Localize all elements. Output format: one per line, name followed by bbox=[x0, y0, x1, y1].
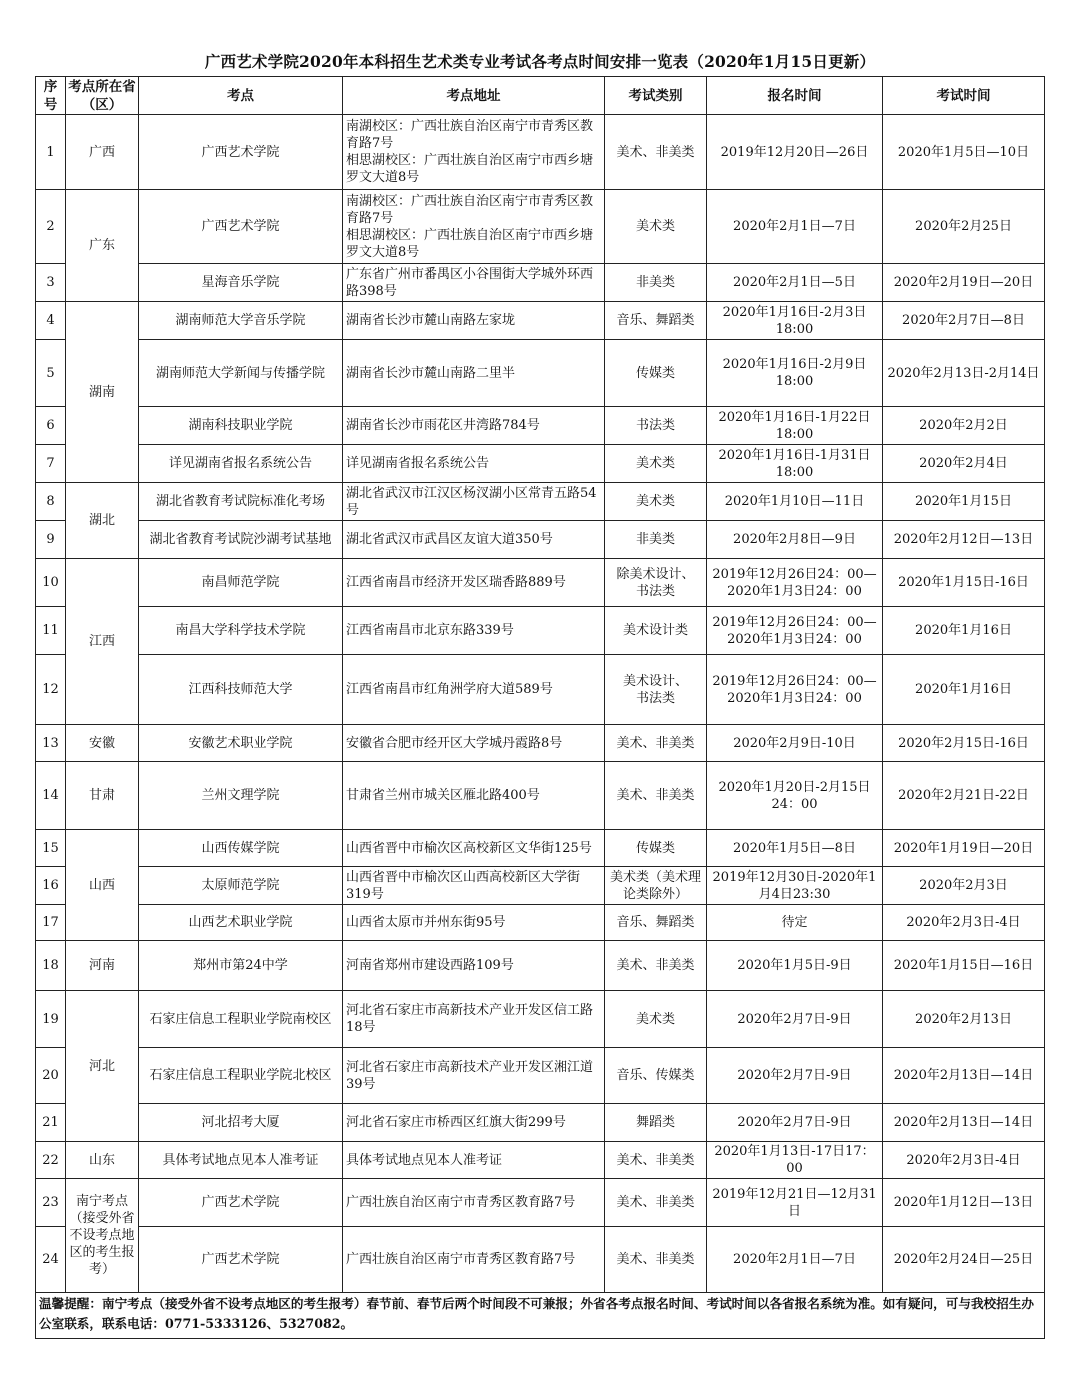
cell-site: 石家庄信息工程职业学院南校区 bbox=[139, 991, 343, 1048]
cell-exam: 2020年1月16日 bbox=[883, 655, 1045, 725]
cell-seq: 8 bbox=[36, 483, 66, 521]
table-row bbox=[36, 905, 1045, 941]
table-row bbox=[36, 483, 1045, 521]
table-row bbox=[36, 190, 1045, 264]
cell-site: 广西艺术学院 bbox=[139, 190, 343, 264]
cell-seq: 15 bbox=[36, 830, 66, 867]
cell-category: 美术、非美类 bbox=[605, 762, 707, 830]
cell-province: 河北 bbox=[66, 991, 139, 1142]
cell-seq: 21 bbox=[36, 1104, 66, 1142]
cell-exam: 2020年1月5日—10日 bbox=[883, 115, 1045, 190]
cell-category: 美术、非美类 bbox=[605, 1179, 707, 1227]
cell-seq: 17 bbox=[36, 905, 66, 941]
cell-seq: 22 bbox=[36, 1142, 66, 1179]
cell-registration: 2019年12月21日—12月31日 bbox=[707, 1179, 883, 1227]
cell-category: 美术、非美类 bbox=[605, 1227, 707, 1293]
header-seq: 序号 bbox=[36, 77, 66, 115]
cell-exam: 2020年2月19日—20日 bbox=[883, 264, 1045, 302]
cell-exam: 2020年2月3日-4日 bbox=[883, 905, 1045, 941]
cell-registration: 2020年1月16日-1月22日 18:00 bbox=[707, 407, 883, 445]
cell-seq: 23 bbox=[36, 1179, 66, 1227]
cell-registration: 2019年12月26日24：00— 2020年1月3日24：00 bbox=[707, 607, 883, 655]
cell-province: 山西 bbox=[66, 830, 139, 941]
cell-exam: 2020年2月3日-4日 bbox=[883, 1142, 1045, 1179]
table-row bbox=[36, 1048, 1045, 1104]
cell-site: 南昌师范学院 bbox=[139, 559, 343, 607]
cell-category: 传媒类 bbox=[605, 830, 707, 867]
cell-registration: 2020年1月10日—11日 bbox=[707, 483, 883, 521]
cell-seq: 11 bbox=[36, 607, 66, 655]
table-row bbox=[36, 607, 1045, 655]
table-row bbox=[36, 991, 1045, 1048]
cell-category: 美术类 bbox=[605, 991, 707, 1048]
header-row bbox=[36, 77, 1045, 115]
cell-province: 广西 bbox=[66, 115, 139, 190]
header-exam: 考试时间 bbox=[883, 77, 1045, 115]
cell-seq: 1 bbox=[36, 115, 66, 190]
cell-address: 山西省晋中市榆次区高校新区文华街125号 bbox=[343, 830, 605, 867]
header-registration: 报名时间 bbox=[707, 77, 883, 115]
cell-exam: 2020年1月15日—16日 bbox=[883, 941, 1045, 991]
cell-site: 湖南师范大学音乐学院 bbox=[139, 302, 343, 340]
cell-seq: 5 bbox=[36, 340, 66, 407]
cell-exam: 2020年1月16日 bbox=[883, 607, 1045, 655]
cell-seq: 19 bbox=[36, 991, 66, 1048]
cell-site: 河北招考大厦 bbox=[139, 1104, 343, 1142]
cell-address: 湖南省长沙市雨花区井湾路784号 bbox=[343, 407, 605, 445]
cell-registration: 2020年2月7日-9日 bbox=[707, 1104, 883, 1142]
cell-address: 广西壮族自治区南宁市青秀区教育路7号 bbox=[343, 1179, 605, 1227]
cell-site: 江西科技师范大学 bbox=[139, 655, 343, 725]
cell-site: 湖北省教育考试院沙湖考试基地 bbox=[139, 521, 343, 559]
cell-address: 河北省石家庄市高新技术产业开发区信工路18号 bbox=[343, 991, 605, 1048]
cell-registration: 2019年12月26日24：00— 2020年1月3日24：00 bbox=[707, 559, 883, 607]
table-row bbox=[36, 1104, 1045, 1142]
cell-category: 音乐、舞蹈类 bbox=[605, 905, 707, 941]
cell-registration: 2020年2月1日—7日 bbox=[707, 190, 883, 264]
header-site: 考点 bbox=[139, 77, 343, 115]
cell-exam: 2020年2月13日-2月14日 bbox=[883, 340, 1045, 407]
cell-site: 山西艺术职业学院 bbox=[139, 905, 343, 941]
cell-category: 非美类 bbox=[605, 521, 707, 559]
cell-address: 河北省石家庄市桥西区红旗大街299号 bbox=[343, 1104, 605, 1142]
cell-province: 广东 bbox=[66, 190, 139, 302]
cell-registration: 2020年1月13日-17日17：00 bbox=[707, 1142, 883, 1179]
cell-exam: 2020年1月15日-16日 bbox=[883, 559, 1045, 607]
table-row bbox=[36, 725, 1045, 762]
cell-site: 山西传媒学院 bbox=[139, 830, 343, 867]
cell-seq: 18 bbox=[36, 941, 66, 991]
page-title: 广西艺术学院2020年本科招生艺术类专业考试各考点时间安排一览表（2020年1月15日更新） bbox=[204, 52, 876, 71]
header-address: 考点地址 bbox=[343, 77, 605, 115]
table-row bbox=[36, 115, 1045, 190]
cell-address: 广东省广州市番禺区小谷围街大学城外环西路398号 bbox=[343, 264, 605, 302]
cell-category: 美术类（美术理论类除外） bbox=[605, 867, 707, 905]
cell-category: 美术类 bbox=[605, 190, 707, 264]
cell-seq: 4 bbox=[36, 302, 66, 340]
cell-exam: 2020年2月4日 bbox=[883, 445, 1045, 483]
cell-category: 音乐、传媒类 bbox=[605, 1048, 707, 1104]
table-row bbox=[36, 407, 1045, 445]
cell-seq: 10 bbox=[36, 559, 66, 607]
cell-province: 山东 bbox=[66, 1142, 139, 1179]
table-row bbox=[36, 941, 1045, 991]
cell-registration: 2020年2月1日—7日 bbox=[707, 1227, 883, 1293]
cell-category: 美术、非美类 bbox=[605, 1142, 707, 1179]
cell-site: 兰州文理学院 bbox=[139, 762, 343, 830]
cell-province: 南宁考点（接受外省不设考点地区的考生报考） bbox=[66, 1179, 139, 1293]
note-row bbox=[36, 1293, 1045, 1339]
table-row bbox=[36, 1227, 1045, 1293]
cell-address: 安徽省合肥市经开区大学城丹霞路8号 bbox=[343, 725, 605, 762]
cell-site: 星海音乐学院 bbox=[139, 264, 343, 302]
cell-registration: 2020年2月8日—9日 bbox=[707, 521, 883, 559]
cell-site: 太原师范学院 bbox=[139, 867, 343, 905]
cell-seq: 20 bbox=[36, 1048, 66, 1104]
cell-seq: 14 bbox=[36, 762, 66, 830]
cell-category: 非美类 bbox=[605, 264, 707, 302]
cell-category: 书法类 bbox=[605, 407, 707, 445]
cell-exam: 2020年2月2日 bbox=[883, 407, 1045, 445]
cell-category: 美术、非美类 bbox=[605, 941, 707, 991]
cell-registration: 2019年12月20日—26日 bbox=[707, 115, 883, 190]
table-row bbox=[36, 521, 1045, 559]
cell-category: 传媒类 bbox=[605, 340, 707, 407]
cell-seq: 6 bbox=[36, 407, 66, 445]
cell-category: 美术类 bbox=[605, 483, 707, 521]
reminder-note: 温馨提醒：南宁考点（接受外省不设考点地区的考生报考）春节前、春节后两个时间段不可兼报；外省各考点报名时间、考试时间以各省报名系统为准。如有疑问，可与我校招生办公室联系，联系电话：0771-5333126、5327082。 bbox=[36, 1293, 1045, 1339]
cell-exam: 2020年2月12日—13日 bbox=[883, 521, 1045, 559]
cell-site: 湖北省教育考试院标准化考场 bbox=[139, 483, 343, 521]
cell-exam: 2020年2月13日—14日 bbox=[883, 1104, 1045, 1142]
cell-seq: 12 bbox=[36, 655, 66, 725]
cell-address: 湖南省长沙市麓山南路左家垅 bbox=[343, 302, 605, 340]
exam-schedule-table bbox=[35, 76, 1045, 1339]
cell-registration: 2020年1月16日-2月9日 18:00 bbox=[707, 340, 883, 407]
table-row bbox=[36, 445, 1045, 483]
cell-exam: 2020年1月15日 bbox=[883, 483, 1045, 521]
cell-address: 甘肃省兰州市城关区雁北路400号 bbox=[343, 762, 605, 830]
cell-category: 舞蹈类 bbox=[605, 1104, 707, 1142]
cell-site: 广西艺术学院 bbox=[139, 115, 343, 190]
cell-site: 具体考试地点见本人准考证 bbox=[139, 1142, 343, 1179]
cell-registration: 2020年1月20日-2月15日 24：00 bbox=[707, 762, 883, 830]
cell-registration: 2019年12月30日-2020年1月4日23:30 bbox=[707, 867, 883, 905]
cell-site: 南昌大学科学技术学院 bbox=[139, 607, 343, 655]
cell-address: 南湖校区：广西壮族自治区南宁市青秀区教育路7号 相思湖校区：广西壮族自治区南宁市西乡塘罗文大道8号 bbox=[343, 190, 605, 264]
cell-exam: 2020年2月21日-22日 bbox=[883, 762, 1045, 830]
cell-exam: 2020年2月13日 bbox=[883, 991, 1045, 1048]
cell-address: 江西省南昌市经济开发区瑞香路889号 bbox=[343, 559, 605, 607]
table-row bbox=[36, 264, 1045, 302]
cell-province: 湖北 bbox=[66, 483, 139, 559]
cell-site: 广西艺术学院 bbox=[139, 1179, 343, 1227]
cell-category: 除美术设计、 书法类 bbox=[605, 559, 707, 607]
table-row bbox=[36, 340, 1045, 407]
table-row bbox=[36, 867, 1045, 905]
cell-address: 南湖校区：广西壮族自治区南宁市青秀区教育路7号 相思湖校区：广西壮族自治区南宁市西乡塘罗文大道8号 bbox=[343, 115, 605, 190]
cell-site: 广西艺术学院 bbox=[139, 1227, 343, 1293]
cell-registration: 2019年12月26日24：00— 2020年1月3日24：00 bbox=[707, 655, 883, 725]
cell-site: 湖南科技职业学院 bbox=[139, 407, 343, 445]
cell-address: 河北省石家庄市高新技术产业开发区湘江道39号 bbox=[343, 1048, 605, 1104]
cell-address: 湖南省长沙市麓山南路二里半 bbox=[343, 340, 605, 407]
cell-seq: 3 bbox=[36, 264, 66, 302]
table-row bbox=[36, 762, 1045, 830]
cell-registration: 2020年1月16日-2月3日 18:00 bbox=[707, 302, 883, 340]
cell-registration: 2020年1月5日—8日 bbox=[707, 830, 883, 867]
cell-category: 美术设计、 书法类 bbox=[605, 655, 707, 725]
cell-site: 石家庄信息工程职业学院北校区 bbox=[139, 1048, 343, 1104]
table-row bbox=[36, 302, 1045, 340]
cell-address: 广西壮族自治区南宁市青秀区教育路7号 bbox=[343, 1227, 605, 1293]
table-row bbox=[36, 830, 1045, 867]
cell-seq: 16 bbox=[36, 867, 66, 905]
table-row bbox=[36, 1142, 1045, 1179]
cell-registration: 2020年2月7日-9日 bbox=[707, 991, 883, 1048]
table-row bbox=[36, 1179, 1045, 1227]
cell-registration: 待定 bbox=[707, 905, 883, 941]
cell-category: 美术设计类 bbox=[605, 607, 707, 655]
cell-seq: 9 bbox=[36, 521, 66, 559]
cell-category: 音乐、舞蹈类 bbox=[605, 302, 707, 340]
cell-seq: 24 bbox=[36, 1227, 66, 1293]
cell-registration: 2020年1月16日-1月31日 18:00 bbox=[707, 445, 883, 483]
cell-address: 山西省太原市并州东街95号 bbox=[343, 905, 605, 941]
cell-province: 湖南 bbox=[66, 302, 139, 483]
cell-seq: 7 bbox=[36, 445, 66, 483]
cell-site: 详见湖南省报名系统公告 bbox=[139, 445, 343, 483]
header-province: 考点所在省（区） bbox=[66, 77, 139, 115]
cell-exam: 2020年2月15日-16日 bbox=[883, 725, 1045, 762]
cell-address: 湖北省武汉市武昌区友谊大道350号 bbox=[343, 521, 605, 559]
cell-registration: 2020年1月5日-9日 bbox=[707, 941, 883, 991]
cell-exam: 2020年1月19日—20日 bbox=[883, 830, 1045, 867]
cell-registration: 2020年2月9日-10日 bbox=[707, 725, 883, 762]
cell-exam: 2020年2月24日—25日 bbox=[883, 1227, 1045, 1293]
cell-address: 江西省南昌市红角洲学府大道589号 bbox=[343, 655, 605, 725]
cell-exam: 2020年2月3日 bbox=[883, 867, 1045, 905]
cell-address: 具体考试地点见本人准考证 bbox=[343, 1142, 605, 1179]
cell-seq: 2 bbox=[36, 190, 66, 264]
cell-exam: 2020年2月25日 bbox=[883, 190, 1045, 264]
table-row bbox=[36, 559, 1045, 607]
table-row bbox=[36, 655, 1045, 725]
cell-address: 详见湖南省报名系统公告 bbox=[343, 445, 605, 483]
cell-address: 山西省晋中市榆次区山西高校新区大学街319号 bbox=[343, 867, 605, 905]
cell-exam: 2020年1月12日—13日 bbox=[883, 1179, 1045, 1227]
cell-province: 江西 bbox=[66, 559, 139, 725]
cell-category: 美术、非美类 bbox=[605, 115, 707, 190]
cell-province: 甘肃 bbox=[66, 762, 139, 830]
cell-address: 江西省南昌市北京东路339号 bbox=[343, 607, 605, 655]
cell-category: 美术类 bbox=[605, 445, 707, 483]
cell-seq: 13 bbox=[36, 725, 66, 762]
cell-province: 河南 bbox=[66, 941, 139, 991]
cell-site: 安徽艺术职业学院 bbox=[139, 725, 343, 762]
cell-registration: 2020年2月7日-9日 bbox=[707, 1048, 883, 1104]
cell-site: 郑州市第24中学 bbox=[139, 941, 343, 991]
cell-exam: 2020年2月7日—8日 bbox=[883, 302, 1045, 340]
cell-province: 安徽 bbox=[66, 725, 139, 762]
cell-category: 美术、非美类 bbox=[605, 725, 707, 762]
cell-address: 湖北省武汉市江汉区杨汊湖小区常青五路54号 bbox=[343, 483, 605, 521]
cell-exam: 2020年2月13日—14日 bbox=[883, 1048, 1045, 1104]
cell-registration: 2020年2月1日—5日 bbox=[707, 264, 883, 302]
cell-site: 湖南师范大学新闻与传播学院 bbox=[139, 340, 343, 407]
cell-address: 河南省郑州市建设西路109号 bbox=[343, 941, 605, 991]
header-category: 考试类别 bbox=[605, 77, 707, 115]
